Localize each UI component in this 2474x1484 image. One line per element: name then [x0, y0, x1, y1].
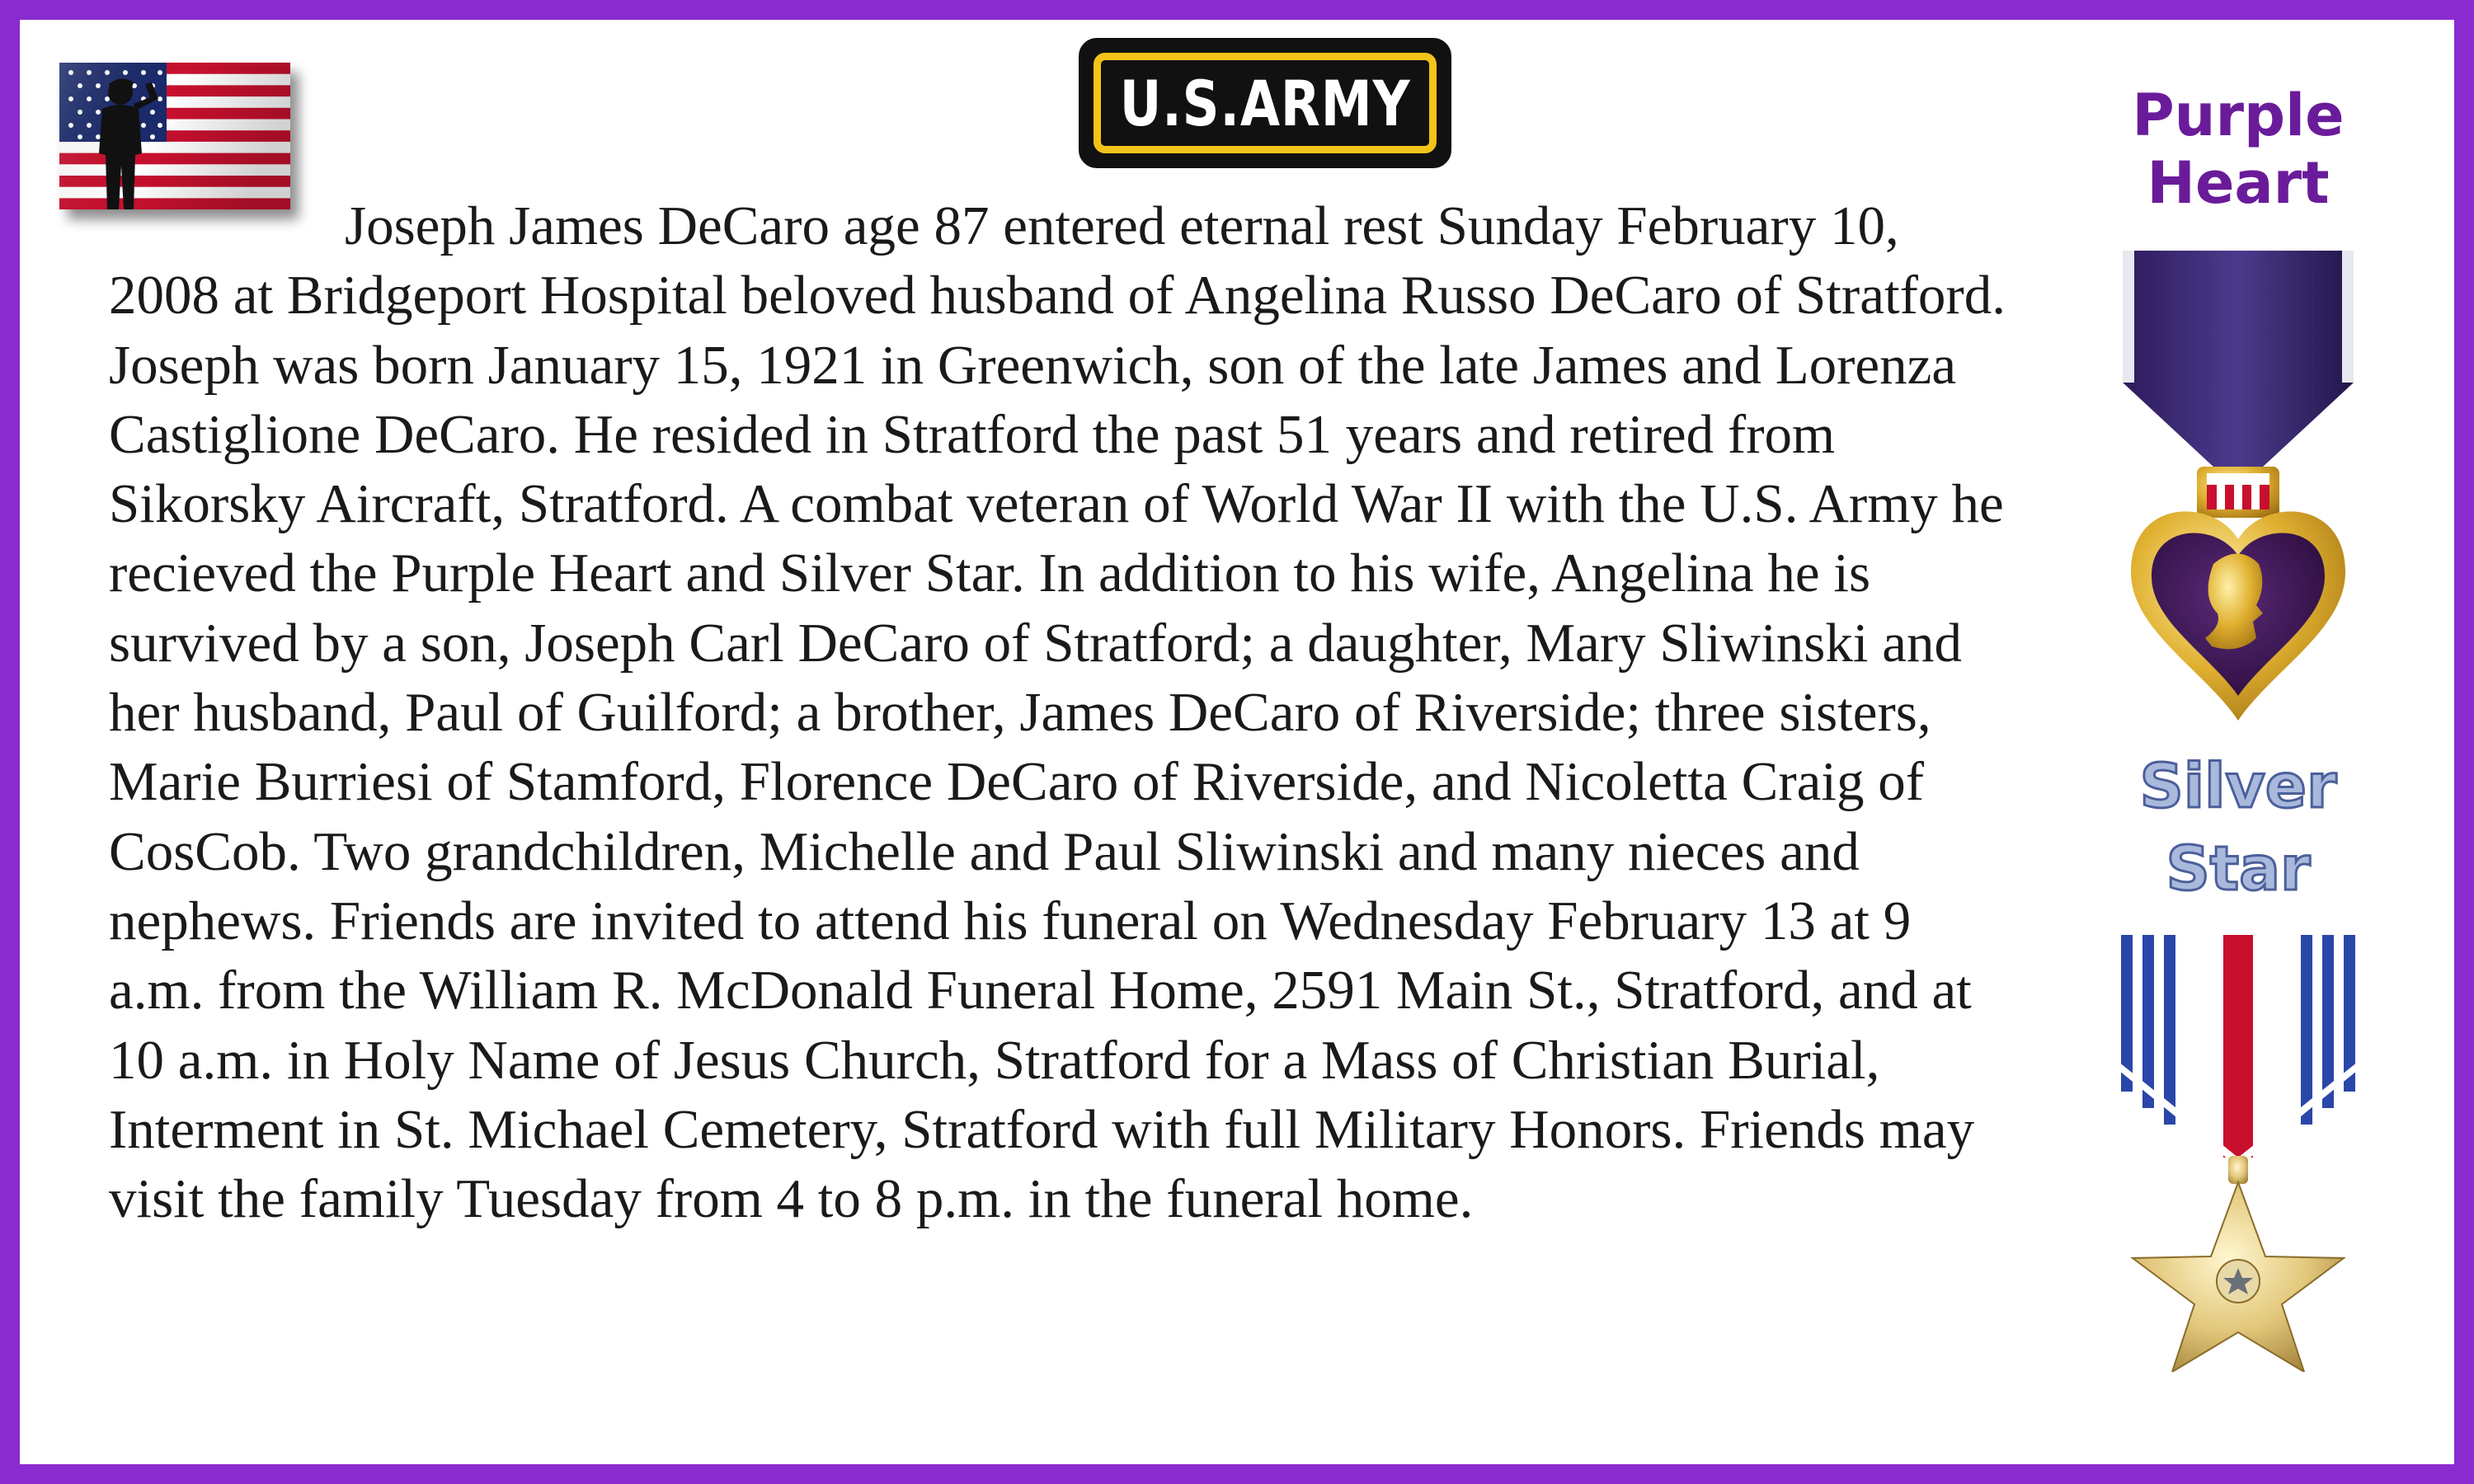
army-badge-text: U.S.ARMY [1119, 66, 1411, 140]
us-army-badge [1079, 38, 1451, 168]
obituary-card [20, 20, 2454, 1464]
purple-heart-medal-icon [2114, 251, 2362, 721]
obituary-text: Joseph James DeCaro age 87 entered eternal rest Sunday February 10, 2008 at Bridgeport Hospital beloved husband of Angelina Russo DeCaro of Stratford. Joseph was born January 15, 1921 in Greenwich, son of the late James and Lorenza Castiglione DeCaro. He resided in Stratford the past 51 years and retired from Sikorsky Aircraft, Stratford. A combat veteran of World War II with the U.S. Army he recieved the Purple Heart and Silver Star. In addition to his wife, Angelina he is survived by a son, Joseph Carl DeCaro of Stratford; a daughter, Mary Sliwinski and her husband, Paul of Guilford; a brother, James DeCaro of Riverside; three sisters, Marie Burriesi of Stamford, Florence DeCaro of Riverside, and Nicoletta Craig of CosCob. Two grandchildren, Michelle and Paul Sliwinski and many nieces and nephews. Friends are invited to attend his funeral on Wednesday February 13 at 9 a.m. from the William R. McDonald Funeral Home, 2591 Main St., Stratford, and at 10 a.m. in Holy Name of Jesus Church, Stratford for a Mass of Christian Burial, Interment in St. Michael Cemetery, Stratford with full Military Honors. Friends may visit the family Tuesday from 4 to 8 p.m. in the funeral home. [109, 195, 2006, 1230]
silver-star-medal-icon [2114, 935, 2362, 1372]
purple-heart-title: Purple Heart [2132, 82, 2345, 217]
silver-star-title: Silver Star [2139, 751, 2337, 904]
flag-salute-icon [59, 63, 290, 209]
